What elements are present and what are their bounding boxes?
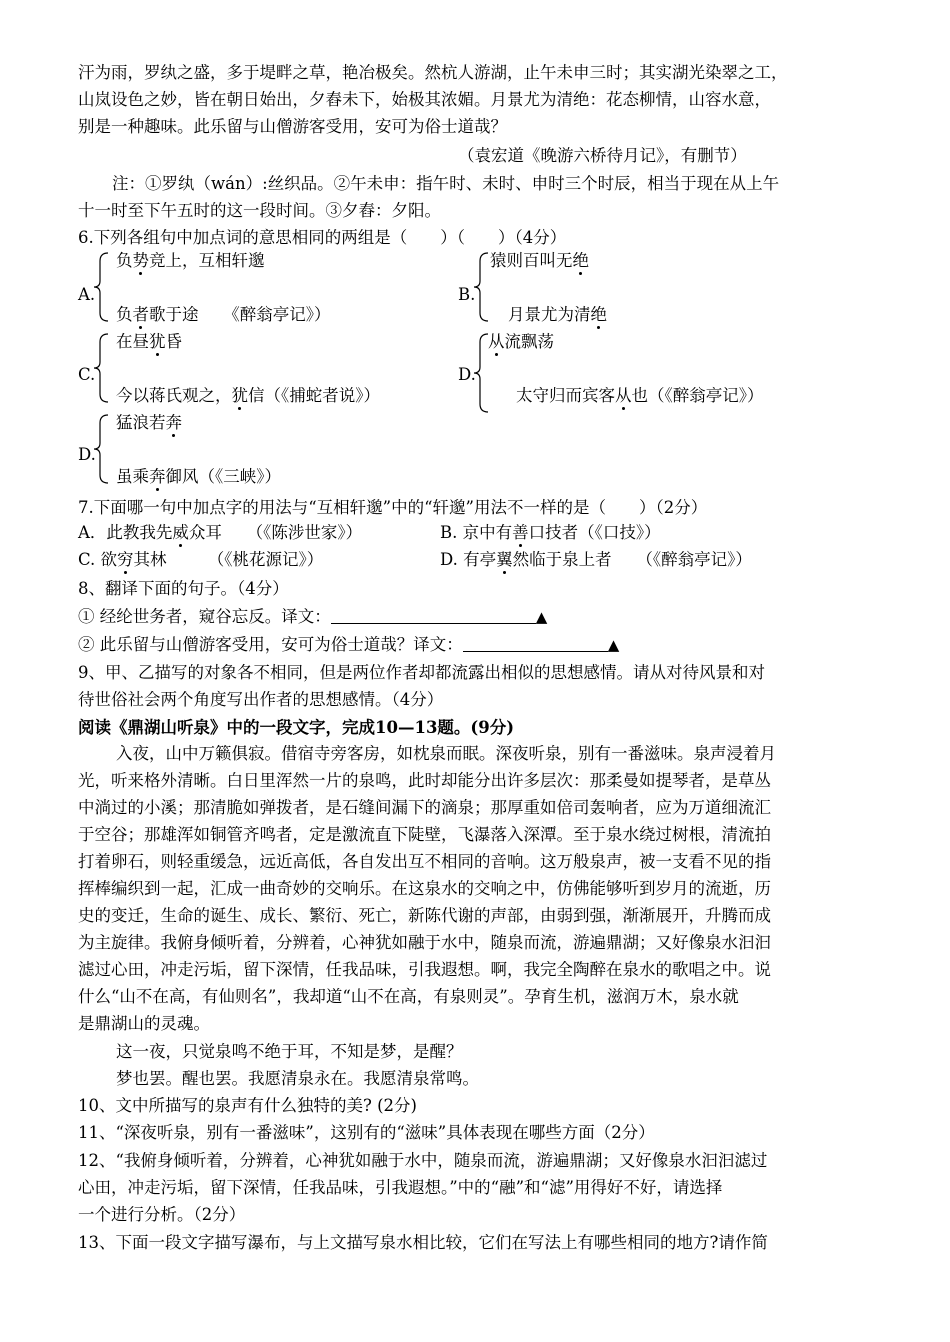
- question-12-line: 一个进行分析。（2分）: [78, 1205, 246, 1224]
- reading-line: 为主旋律。我俯身倾听着，分辨着，心神犹如融于水中，随泉而流，游遍鼎湖；又好像泉水汩汩: [78, 933, 771, 952]
- option-d-sentence-1: 从流飘荡: [488, 332, 554, 351]
- reading-line: 光，听来格外清晰。白日里浑然一片的泉鸣，此时却能分出许多层次：那柔曼如提琴者，是草丛: [78, 771, 771, 790]
- reading-line: 挥棒编织到一起，汇成一曲奇妙的交响乐。在这泉水的交响之中，仿佛能够听到岁月的流逝，历: [78, 879, 771, 898]
- source-citation: （袁宏道《晚游六桥待月记》，有删节）: [458, 146, 747, 165]
- brace-icon: [92, 332, 110, 404]
- option-d2-sentence-1: 猛浪若奔: [116, 413, 182, 432]
- reading-line: 滤过心田，冲走污垢，留下深情，任我品味，引我遐想。啊，我完全陶醉在泉水的歌唱之中。说: [78, 960, 771, 979]
- note-line: 注：①罗纨（wán）:丝织品。②午未申：指午时、未时、申时三个时辰，相当于现在从上午: [112, 174, 780, 193]
- question-10: 10、文中所描写的泉声有什么独特的美? (2分): [78, 1096, 417, 1115]
- answer-blank[interactable]: [331, 607, 536, 624]
- option-b-sentence-2: 月景尤为清绝: [508, 305, 607, 324]
- brace-icon: [92, 251, 110, 323]
- option-c-letter: C.: [78, 365, 96, 384]
- text-line: 汗为雨，罗纨之盛，多于堤畔之草，艳冶极矣。然杭人游湖，止午未申三时；其实湖光染翠之工，: [78, 63, 788, 82]
- question-13-line: 13、下面一段文字描写瀑布，与上文描写泉水相比较，它们在写法上有哪些相同的地方?请作简: [78, 1233, 768, 1252]
- reading-line: 梦也罢。醒也罢。我愿清泉永在。我愿清泉常鸣。: [116, 1069, 479, 1088]
- reading-line: 于空谷；那雄浑如铜管齐鸣者，定是激流直下陡壁，飞瀑落入深潭。至于泉水绕过树根，清流拍: [78, 825, 771, 844]
- q7-option-c: C. 欲穷其林 （《桃花源记》）: [78, 550, 324, 569]
- option-b-sentence-1: 猿则百叫无绝: [490, 251, 589, 270]
- question-9-line: 9、甲、乙描写的对象各不相同，但是两位作者却都流露出相似的思想感情。请从对待风景和对: [78, 663, 765, 682]
- option-d2-sentence-2: 虽乘奔御风（《三峡》）: [116, 467, 281, 486]
- question-8-stem: 8、翻译下面的句子。（4分）: [78, 579, 289, 598]
- option-c-sentence-2: 今以蒋氏观之，犹信（《捕蛇者说》）: [116, 386, 380, 405]
- question-9-line: 待世俗社会两个角度写出作者的思想感情。（4分）: [78, 690, 444, 709]
- text-line: 山岚设色之妙，皆在朝日始出，夕舂未下，始极其浓媚。月景尤为清绝：花态柳情，山容水意，: [78, 90, 771, 109]
- reading-line: 中淌过的小溪；那清脆如弹拨者，是石缝间漏下的滴泉；那厚重如倍司轰响者，应为万道细流汇: [78, 798, 771, 817]
- option-d-letter: D.: [458, 365, 476, 384]
- q8-item-1: ① 经纶世务者，窥谷忘反。译文： ▲: [78, 607, 548, 626]
- question-12-line: 心田，冲走污垢，留下深情，任我品味，引我遐想。”中的“融”和“滤”用得好不好，请选择: [78, 1178, 723, 1197]
- q7-option-a: A．此教我先威众耳 （《陈涉世家》）: [78, 523, 363, 542]
- triangle-icon: ▲: [607, 636, 620, 654]
- option-d-sentence-2: 太守归而宾客从也（《醉翁亭记》）: [516, 386, 764, 405]
- answer-blank[interactable]: [463, 635, 608, 652]
- reading-line: 打着卵石，则轻重缓急，远近高低，各自发出互不相同的音响。这万般泉声，被一支看不见的指: [78, 852, 771, 871]
- question-12-line: 12、“我俯身倾听着，分辨着，心神犹如融于水中，随泉而流，游遍鼎湖；又好像泉水汩汩滤过: [78, 1151, 768, 1170]
- option-d-letter: D.: [78, 445, 96, 464]
- reading-line: 是鼎湖山的灵魂。: [78, 1014, 210, 1033]
- option-b-letter: B.: [458, 285, 476, 304]
- reading-line: 什么“山不在高，有仙则名”，我却道“山不在高，有泉则灵”。孕育生机，滋润万木，泉水就: [78, 987, 739, 1006]
- question-7-stem: 7.下面哪一句中加点字的用法与“互相轩邈”中的“轩邈”用法不一样的是（ ）（2分）: [78, 498, 708, 517]
- reading-line: 入夜，山中万籁俱寂。借宿寺旁客房，如枕泉而眠。深夜听泉，别有一番滋味。泉声浸着月: [116, 744, 776, 763]
- q8-item-2: ② 此乐留与山僧游客受用，安可为俗士道哉？译文： ▲: [78, 635, 620, 654]
- option-a-sentence-2: 负者歌于途 《醉翁亭记》）: [116, 305, 331, 324]
- brace-icon: [472, 251, 490, 323]
- reading-line: 这一夜，只觉泉鸣不绝于耳，不知是梦，是醒？: [116, 1042, 463, 1061]
- reading-line: 史的变迁，生命的诞生、成长、繁衍、死亡，新陈代谢的声部，由弱到强，渐渐展开，升腾而成: [78, 906, 771, 925]
- question-11: 11、“深夜听泉，别有一番滋味”，这别有的“滋味”具体表现在哪些方面（2分）: [78, 1123, 655, 1142]
- option-c-sentence-1: 在昼犹昏: [116, 332, 182, 351]
- option-a-letter: A.: [78, 285, 96, 304]
- note-line: 十一时至下午五时的这一段时间。③夕舂：夕阳。: [78, 201, 441, 220]
- triangle-icon: ▲: [535, 608, 548, 626]
- option-a-sentence-1: 负势竞上，互相轩邈: [116, 251, 265, 270]
- text-line: 别是一种趣味。此乐留与山僧游客受用，安可为俗士道哉？: [78, 117, 507, 136]
- brace-icon: [92, 413, 110, 485]
- q7-option-d: D. 有亭翼然临于泉上者 （《醉翁亭记》）: [440, 550, 752, 569]
- reading-heading: 阅读《鼎湖山听泉》中的一段文字，完成10—13题。(9分): [78, 718, 515, 737]
- question-6-stem: 6.下列各组句中加点词的意思相同的两组是（ ）（ ）（4分）: [78, 228, 567, 247]
- q7-option-b: B. 京中有善口技者（《口技》）: [440, 523, 661, 542]
